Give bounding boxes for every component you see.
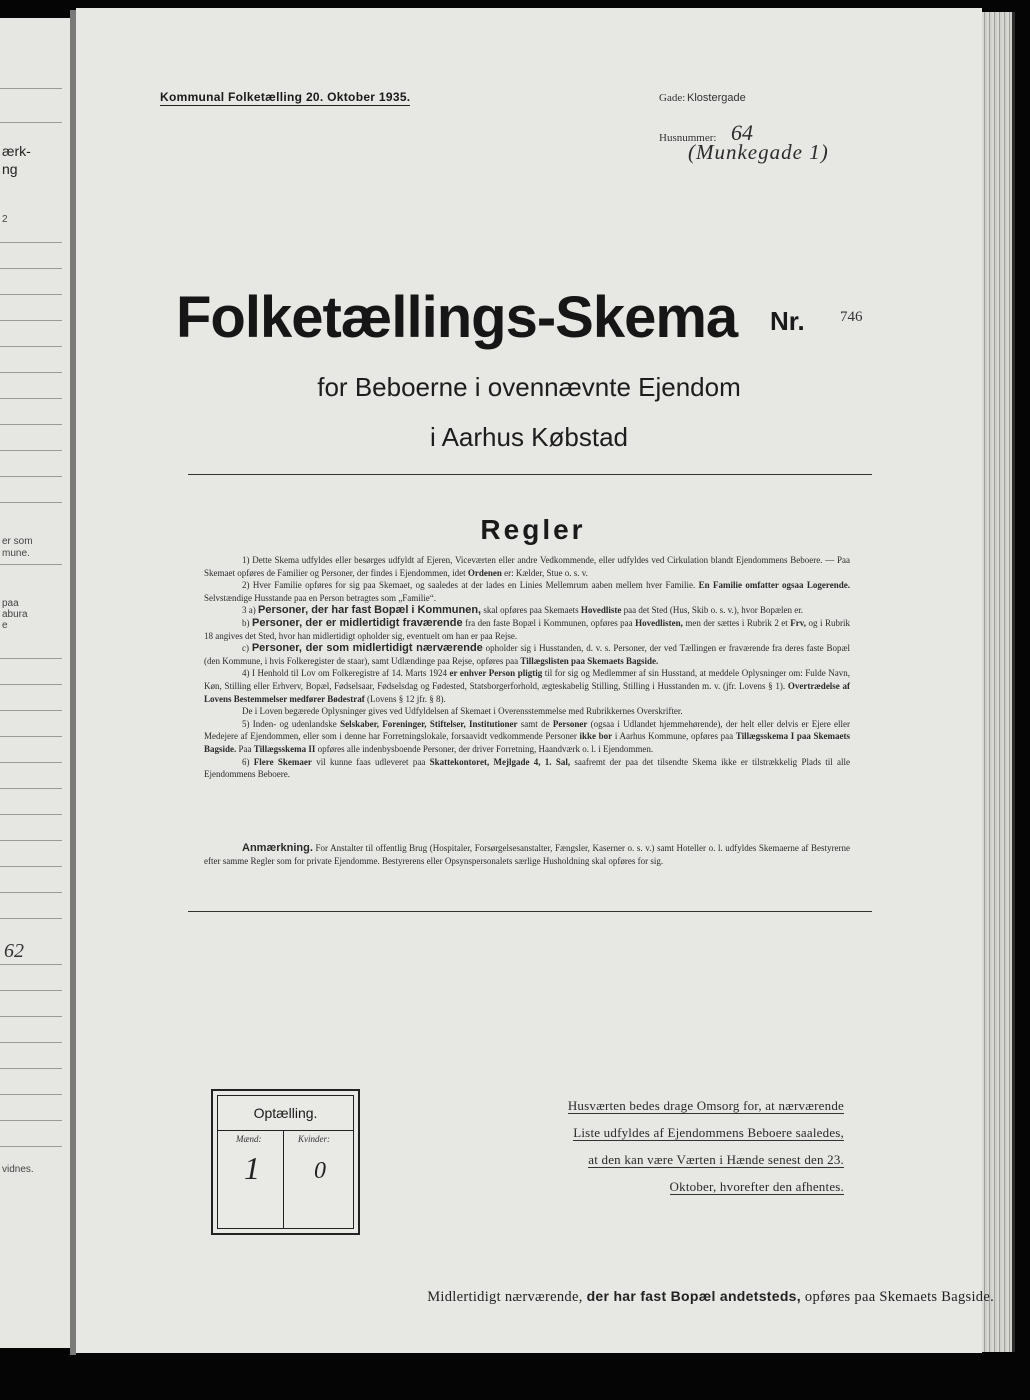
rule-1: 1) Dette Skema udfyldes eller besørges udfyldt af Ejeren, Viceværten eller andre Vedkommende, eller udfyldes ved Cirkulation blandt Ejendommens Beboere. — Paa Skemaet opføres de Familier og Personer, der findes i Ejendommen, idet Ordenen er: Kælder, Stue o. s. v. [204,555,850,578]
landlord-notice-line: Oktober, hvorefter den afhentes. [669,1179,844,1194]
rule-6: 6) Flere Skemaer vil kunne faas udleveret paa Skattekontoret, Mejlgade 4, 1. Sal, saafremt der paa det tilsendte Skema ikke er tilstrækkelig Plads til alle Ejendommens Beboere. [204,756,851,780]
census-form-page [76,8,994,1353]
rule-5: 5) Inden- og udenlandske Selskaber, Foreninger, Stiftelser, Institutioner samt de Personer (ogsaa i Udlandet hjemmehørende), der helt eller delvis er Ejere eller Medejere af Ejendommen, eller som i denne har Forretningslokale, forsaavidt vedkommende Personer ikke bor i Aarhus Kommune, opføres paa Tillægsskema I paa Skemaets Bagside. Paa Tillægsskema II opføres alle indenbysboende Personer, der driver Forretning, Haandværk o. l. i Ejendommen. [204,718,851,754]
left-page-fragment [0,18,72,1348]
house-number-label: Husnummer: [659,132,717,144]
left-page-text-fragment: er som [2,536,33,547]
left-page-text-fragment: vidnes. [2,1164,34,1175]
divider [188,911,872,912]
rule-4-extra: De i Loven begærede Oplysninger gives ved Udfyldelsen af Skemaet i Overensstemmelse med Rubrikkernes Overskrifter. [242,706,683,717]
form-number-label: Nr. [770,306,805,336]
house-number-note: (Munkegade 1) [688,140,829,164]
rule-3c: c) Personer, der som midlertidigt nærværende opholder sig i Husstanden, d. v. s. Personer, der ved Tællingen er fraværende fra deres faste Bopæl (den Kommune, i hvis Folkeregister de staar), samt Udlændinge paa Rejse, opføres paa Tillægslisten paa Skemaets Bagside. [204,642,851,666]
footer-note: Midlertidigt nærværende, der har fast Bopæl andetsteds, opføres paa Skemaets Bagside. [427,1288,994,1305]
house-number-value: 64 [731,120,753,145]
count-title: Optælling. [253,1105,318,1121]
rules-heading: Regler [480,514,586,545]
left-page-text-fragment: paa [2,598,19,609]
census-header: Kommunal Folketælling 20. Oktober 1935. [160,90,411,104]
remark-label: Anmærkning. [242,842,313,854]
left-page-handwriting: 62 [4,940,24,962]
form-subtitle: for Beboerne i ovennævnte Ejendom [317,372,741,402]
left-page-text-fragment: e [2,620,8,631]
street-label: Gade: [659,92,686,104]
left-page-text-fragment: abura [2,609,28,620]
left-page-text-fragment: mune. [2,548,30,559]
left-page-text-fragment: ng [2,161,18,177]
women-label: Kvinder: [298,1134,330,1144]
landlord-notice-line: at den kan være Værten i Hænde senest den 23. [588,1152,844,1167]
rules-text [204,554,850,781]
rule-3b: b) Personer, der er midlertidigt fraværende fra den faste Bopæl i Kommunen, opføres paa Hovedlisten, men der sættes i Rubrik 2 et Frv, og i Rubrik 18 angives det Sted, hvor han midlertidigt opholder sig, eventuelt om han er paa Rejse. [204,616,850,641]
left-page-text-fragment: ærk- [2,143,31,159]
remark-text [204,842,850,867]
left-page-text-fragment: 2 [2,214,8,225]
landlord-notice-line: Liste udfyldes af Ejendommens Beboere saaledes, [573,1125,844,1140]
men-count: 1 [244,1150,260,1186]
form-number-value: 746 [840,309,863,325]
landlord-notice-line: Husværten bedes drage Omsorg for, at nærværende [567,1098,844,1113]
form-location: i Aarhus Købstad [430,422,628,452]
rule-2: 2) Hver Familie opføres for sig paa Skemaet, og saaledes at der lades en Linies Mellemrum aaben mellem hver Familie. En Familie omfatter ogsaa Logerende. Selvstændige Husstande paa en Person betragtes som „Familie“. [204,580,850,603]
form-title: Folketællings-Skema [176,285,738,350]
divider [188,474,872,475]
landlord-notice [516,1092,844,1200]
count-box [211,1089,360,1235]
women-count: 0 [314,1158,326,1184]
street-value: Klostergade [687,92,746,104]
remark-body: For Anstalter til offentlig Brug (Hospitaler, Forsørgelsesanstalter, Fængsler, Kaserner o. s. v.) samt Hoteller o. l. udfyldes Skemaerne af Bestyrerne efter samme Regler som for private Ejendomme. Bestyrerens eller Opsynspersonalets særlige Husholdning skal opføres for sig. [204,843,851,866]
rule-4: 4) I Henhold til Lov om Folkeregistre af 14. Marts 1924 er enhver Person pligtig til for sig og Medlemmer af sin Husstand, at meddele Oplysninger om: Fulde Navn, Køn, Stilling eller Erhverv, Bopæl, Fødselsaar, Fødselsdag og Fødested, Statsborgerforhold, ægteskabelig Stilling, Stilling i Husstanden m. v. (jfr. Lovens § 1). Overtrædelse af Lovens Bestemmelser medfører Bødestraf (Lovens § 12 jfr. § 8). [204,668,851,704]
rule-3a: 3 a) Personer, der har fast Bopæl i Kommunen, skal opføres paa Skemaets Hovedliste paa det Sted (Hus, Skib o. s. v.), hvor Bopælen er. [242,604,803,617]
men-label: Mænd: [236,1134,262,1144]
book-page-edges [982,12,1015,1352]
